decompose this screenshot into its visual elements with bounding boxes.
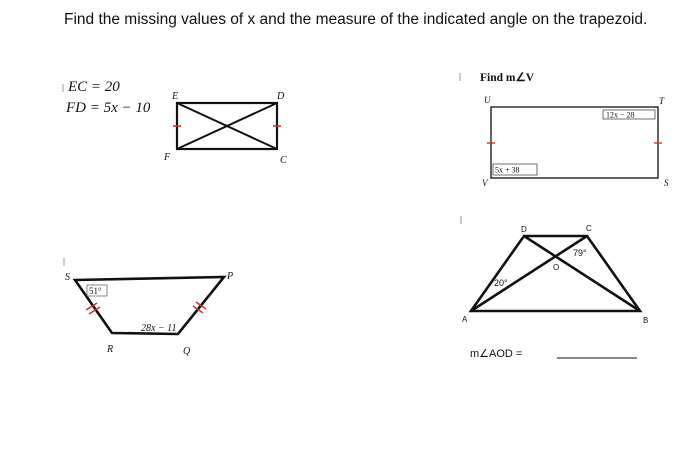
angle-expr-bottom: 5x + 38 — [495, 165, 520, 175]
given-ec: EC = 20 — [68, 79, 120, 95]
vertex-label-d: D — [521, 225, 527, 234]
problem-1 — [63, 79, 287, 166]
find-angle-v-prompt: Find m∠V — [480, 72, 535, 84]
vertex-label-q: Q — [183, 346, 191, 357]
vertex-label-c: C — [586, 224, 592, 233]
vertex-label-p: P — [227, 271, 234, 282]
vertex-label-e: E — [172, 91, 179, 102]
intersection-label-o: O — [553, 263, 560, 272]
vertex-label-d: D — [277, 91, 285, 102]
trapezoid-abcd — [471, 236, 640, 311]
vertex-label-b: B — [643, 316, 649, 325]
angle-bdc-measure: 79° — [573, 248, 587, 258]
vertex-label-r: R — [107, 344, 114, 355]
problem-4 — [461, 216, 648, 360]
diagonal-ac — [471, 236, 587, 311]
angle-q-expr: 28x − 11 — [141, 323, 177, 334]
vertex-label-v: V — [482, 178, 488, 188]
question-aod: m∠AOD = — [470, 348, 523, 360]
vertex-label-u: U — [484, 95, 491, 105]
vertex-label-s: S — [65, 272, 70, 283]
angle-cab-measure: 20° — [494, 278, 508, 288]
angle-s-measure: 51° — [89, 286, 102, 296]
problem-2 — [460, 72, 669, 188]
vertex-label-t: T — [659, 96, 665, 106]
problem-3 — [64, 258, 233, 357]
vertex-label-s: S — [664, 178, 669, 188]
vertex-label-c: C — [280, 155, 287, 166]
vertex-label-f: F — [164, 152, 171, 163]
instruction-text: Find the missing values of x and the measure of the indicated angle on the trapezoid. — [64, 11, 648, 28]
given-fd: FD = 5x − 10 — [66, 100, 151, 116]
vertex-label-a: A — [462, 315, 468, 324]
angle-expr-top: 12x − 28 — [606, 110, 635, 120]
